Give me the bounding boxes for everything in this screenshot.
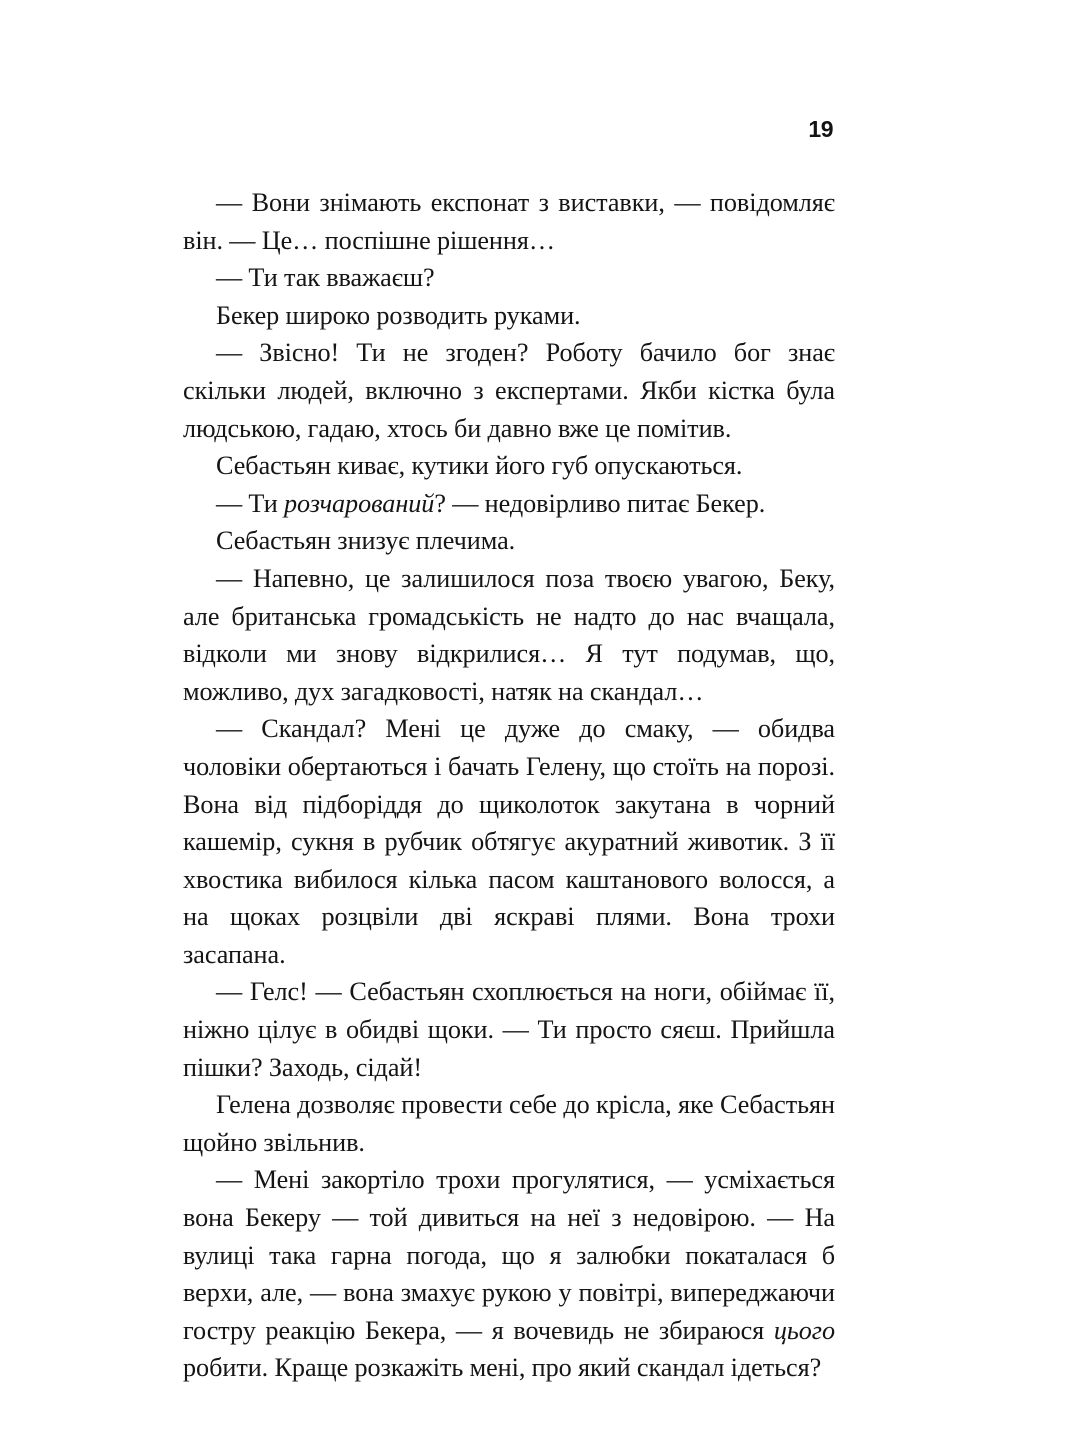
paragraph: [183, 973, 835, 1086]
paragraph: [183, 447, 835, 485]
text-run: Гелена дозволяє провести себе до крісла, яке Себастьян щойно звільнив.: [183, 1090, 835, 1157]
text-run: Себастьян киває, кутики його губ опускаються.: [216, 451, 743, 481]
paragraph: [183, 184, 835, 259]
text-run: — Звісно! Ти не згоден? Роботу бачило бог знає скільки людей, включно з експертами. Якби кістка була людською, гадаю, хтось би давно вже це помітив.: [183, 338, 835, 443]
text-run: — Мені закортіло трохи прогулятися, — усміхається вона Бекеру — той дивиться на неї з недовірою. — На вулиці така гарна погода, що я залюбки покаталася б верхи, але, — вона змахує рукою у повітрі, випереджаючи гостру реакцію Бекера, — я вочевидь не збираюся: [183, 1165, 835, 1345]
text-run: — Ти: [216, 488, 284, 518]
body-text-block: [183, 184, 835, 1387]
text-run: робити. Краще розкажіть мені, про який скандал ідеться?: [183, 1353, 822, 1383]
paragraph: [183, 1086, 835, 1161]
paragraph: [183, 710, 835, 973]
paragraph: [183, 522, 835, 560]
text-run: Себастьян знизує плечима.: [216, 526, 516, 556]
text-run: ? — недовірливо питає Бекер.: [434, 488, 766, 518]
text-run: — Скандал? Мені це дуже до смаку, — обидва чоловіки обертаються і бачать Гелену, що стоїть на порозі. Вона від підборіддя до щиколоток закутана в чорний кашемір, сукня в рубчик обтягує акуратний животик. З її хвостика вибилося кілька пасом каштанового волосся, а на щоках розцвіли дві яскраві плями. Вона трохи засапана.: [183, 714, 835, 969]
emphasis-text: цього: [773, 1315, 835, 1345]
text-run: — Вони знімають експонат з виставки, — повідомляє він. — Це… поспішне рішення…: [183, 188, 835, 255]
paragraph: [183, 485, 835, 523]
text-run: — Напевно, це залишилося поза твоєю увагою, Беку, але британська громадськість не надто до нас вчащала, відколи ми знову відкрилися… Я тут подумав, що, можливо, дух загадковості, натяк на скандал…: [183, 563, 835, 706]
paragraph: [183, 297, 835, 335]
text-run: — Ти так вважаєш?: [216, 263, 435, 293]
paragraph: [183, 1161, 835, 1387]
text-run: — Гелс! — Себастьян схоплюється на ноги, обіймає її, ніжно цілує в обидві щоки. — Ти просто сяєш. Прийшла пішки? Заходь, сідай!: [183, 977, 835, 1082]
paragraph: [183, 334, 835, 447]
page-number: 19: [808, 116, 833, 142]
emphasis-text: розчарований: [284, 488, 435, 518]
text-run: Бекер широко розводить руками.: [216, 300, 581, 330]
paragraph: [183, 259, 835, 297]
paragraph: [183, 560, 835, 710]
